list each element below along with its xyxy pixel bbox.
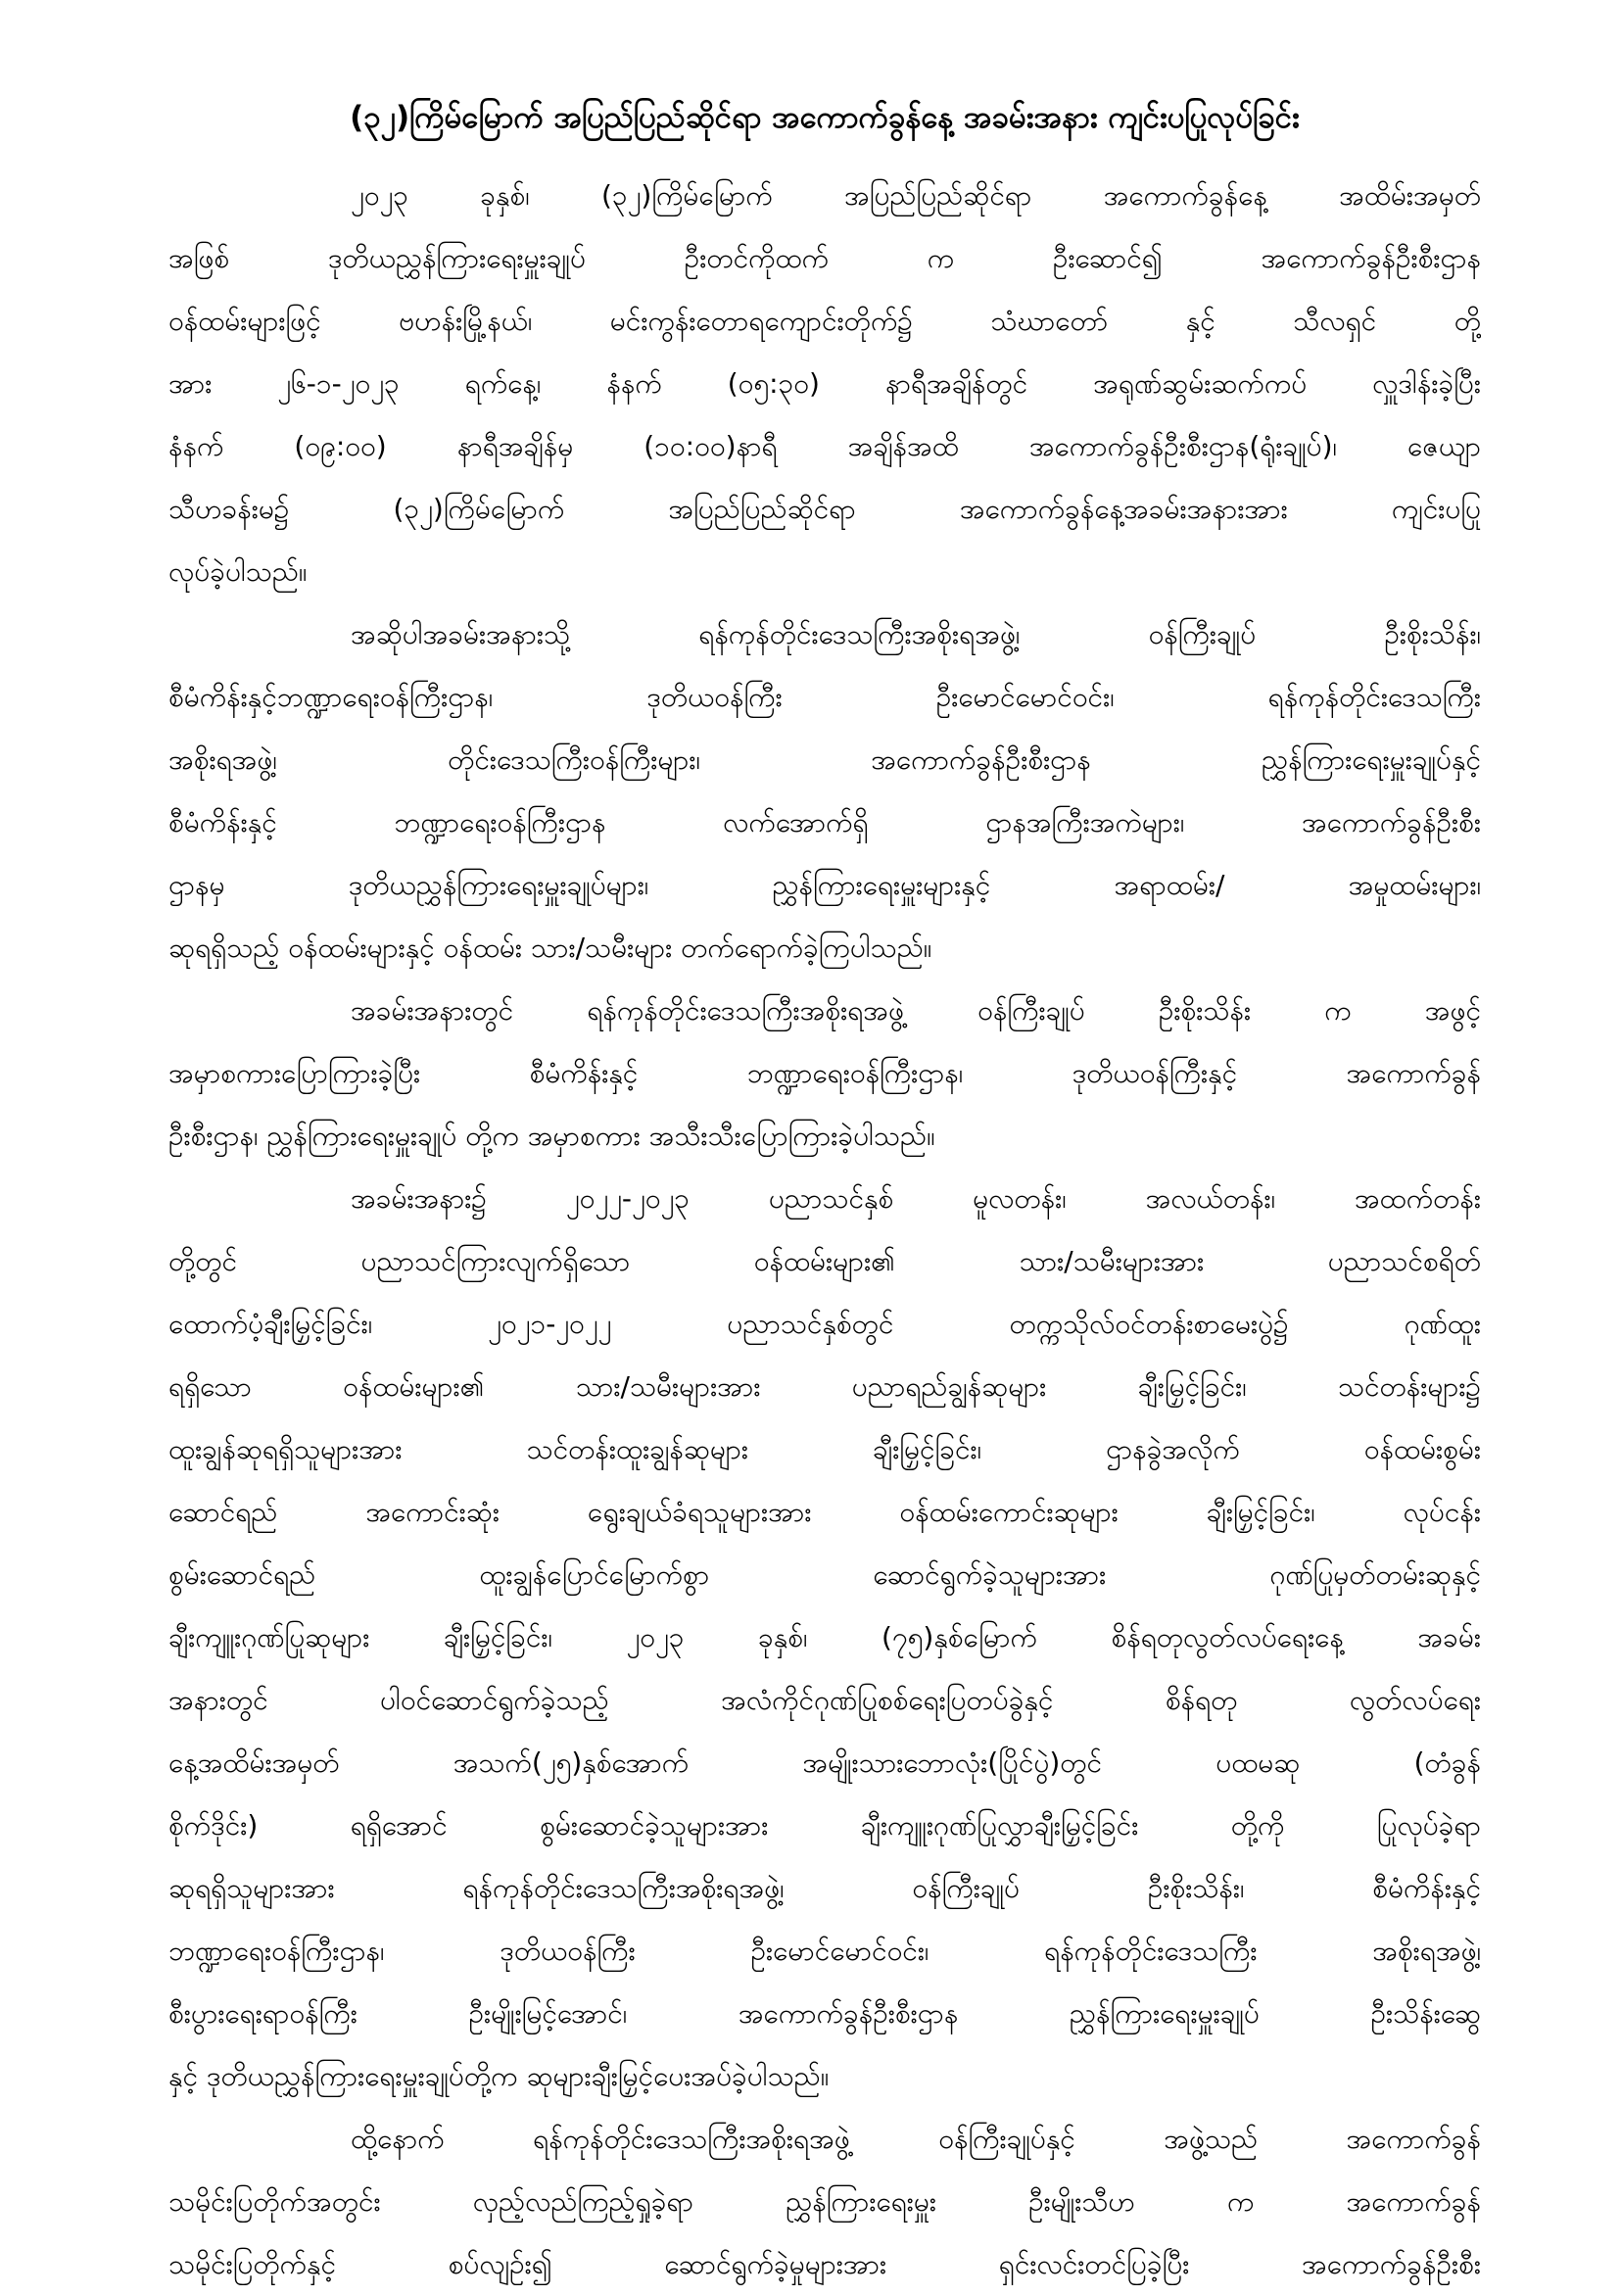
text-line: အဆိုပါအခမ်းအနားသို့ ရန်ကုန်တိုင်းဒေသကြီးအစိုးရအဖွဲ့၊ ဝန်ကြီးချုပ် ဦးစိုးသိန်း၊ xyxy=(351,618,1481,650)
text-line: နံနက် (၀၉:၀၀) နာရီအချိန်မှ (၁၀:၀၀)နာရီ အချိန်အထိ အကောက်ခွန်ဦးစီးဌာန(ရုံးချုပ်)၊ ဇေယျာ xyxy=(168,430,1481,462)
text-line: စွမ်းဆောင်ရည် ထူးချွန်ပြောင်မြောက်စွာ ဆောင်ရွက်ခဲ့သူများအား ဂုဏ်ပြုမှတ်တမ်းဆုနှင့် xyxy=(168,1558,1481,1591)
text-line: ဦးစီးဌာန၊ ညွှန်ကြားရေးမှူးချုပ် တို့က အမှာစကား အသီးသီးပြောကြားခဲ့ပါသည်။ xyxy=(168,1120,935,1152)
text-line: အခမ်းအနားတွင် ရန်ကုန်တိုင်းဒေသကြီးအစိုးရအဖွဲ့ ဝန်ကြီးချုပ် ဦးစိုးသိန်း က အဖွင့် xyxy=(351,994,1481,1027)
text-line: ရရှိသော ဝန်ထမ်းများ၏ သား/သမီးများအား ပညာရည်ချွန်ဆုများ ချီးမြှင့်ခြင်း၊ သင်တန်းများ၌ xyxy=(168,1370,1481,1403)
text-line: အား ၂၆-၁-၂၀၂၃ ရက်နေ့၊ နံနက် (၀၅:၃၀) နာရီအချိန်တွင် အရုဏ်ဆွမ်းဆက်ကပ် လှူဒါန်းခဲ့ပြီး xyxy=(168,367,1481,400)
document-title: (၃၂)ကြိမ်မြောက် အပြည်ပြည်ဆိုင်ရာ အကောက်ခွန်နေ့ အခမ်းအနား ကျင်းပပြုလုပ်ခြင်း xyxy=(350,100,1300,135)
text-line: ဆုရရှိသည့် ဝန်ထမ်းများနှင့် ဝန်ထမ်း သား/သမီးများ တက်ရောက်ခဲ့ကြပါသည်။ xyxy=(168,932,932,964)
text-line: သမိုင်းပြတိုက်အတွင်း လှည့်လည်ကြည့်ရှုခဲ့ရာ ညွှန်ကြားရေးမှူး ဦးမျိုးသီဟ က အကောက်ခွန် xyxy=(168,2185,1481,2218)
text-line: ဆုရရှိသူများအား ရန်ကုန်တိုင်းဒေသကြီးအစိုးရအဖွဲ့၊ ဝန်ကြီးချုပ် ဦးစိုးသိန်း၊ စီမံကိန်းနှင့် xyxy=(168,1872,1481,1904)
text-line: လုပ်ခဲ့ပါသည်။ xyxy=(168,555,308,588)
text-line: ၂၀၂၃ ခုနှစ်၊ (၃၂)ကြိမ်မြောက် အပြည်ပြည်ဆိုင်ရာ အကောက်ခွန်နေ့ အထိမ်းအမှတ် xyxy=(351,179,1481,212)
text-line: တို့တွင် ပညာသင်ကြားလျက်ရှိသော ဝန်ထမ်းများ၏ သား/သမီးများအား ပညာသင်စရိတ် xyxy=(168,1245,1481,1277)
text-line: ထူးချွန်ဆုရရှိသူများအား သင်တန်းထူးချွန်ဆုများ ချီးမြှင့်ခြင်း၊ ဌာနခွဲအလိုက် ဝန်ထမ်းစွမ်း xyxy=(168,1433,1481,1465)
text-line: နှင့် ဒုတိယညွှန်ကြားရေးမှူးချုပ်တို့က ဆုများချီးမြှင့်ပေးအပ်ခဲ့ပါသည်။ xyxy=(168,2060,830,2092)
text-line: စိုက်ဒိုင်း) ရရှိအောင် စွမ်းဆောင်ခဲ့သူများအား ချီးကျူးဂုဏ်ပြုလွှာချီးမြှင့်ခြင်း တို့ကို ပြုလုပ်ခဲ့ရာ xyxy=(168,1809,1481,1842)
text-line: ထို့နောက် ရန်ကုန်တိုင်းဒေသကြီးအစိုးရအဖွဲ့ ဝန်ကြီးချုပ်နှင့် အဖွဲ့သည် အကောက်ခွန် xyxy=(351,2123,1481,2155)
text-line: ဝန်ထမ်းများဖြင့် ဗဟန်းမြို့နယ်၊ မင်းကွန်းတောရကျောင်းတိုက်၌ သံဃာတော် နှင့် သီလရှင် တို့ xyxy=(168,305,1481,337)
text-line: အဖြစ် ဒုတိယညွှန်ကြားရေးမှူးချုပ် ဦးတင်ကိုထက် က ဦးဆောင်၍ အကောက်ခွန်ဦးစီးဌာန xyxy=(168,242,1481,274)
text-line: သီဟခန်းမ၌ (၃၂)ကြိမ်မြောက် အပြည်ပြည်ဆိုင်ရာ အကောက်ခွန်နေ့အခမ်းအနားအား ကျင်းပပြု xyxy=(168,493,1481,525)
text-line: အမှာစကားပြောကြားခဲ့ပြီး စီမံကိန်းနှင့် ဘဏ္ဍာရေးဝန်ကြီးဌာန၊ ဒုတိယဝန်ကြီးနှင့် အကောက်ခွန် xyxy=(168,1057,1481,1089)
paragraph xyxy=(168,1168,1481,2108)
text-line: အစိုးရအဖွဲ့၊ တိုင်းဒေသကြီးဝန်ကြီးများ၊ အကောက်ခွန်ဦးစီးဌာန ညွှန်ကြားရေးမှူးချုပ်နှင့် xyxy=(168,743,1481,776)
text-line: အနားတွင် ပါဝင်ဆောင်ရွက်ခဲ့သည့် အလံကိုင်ဂုဏ်ပြုစစ်ရေးပြတပ်ခွဲနှင့် စိန်ရတု လွတ်လပ်ရေး xyxy=(168,1684,1481,1716)
text-line: ဆောင်ရည် အကောင်းဆုံး ရွေးချယ်ခံရသူများအား ဝန်ထမ်းကောင်းဆုများ ချီးမြှင့်ခြင်း၊ လုပ်ငန်း xyxy=(168,1496,1481,1528)
text-line: ထောက်ပံ့ချီးမြှင့်ခြင်း၊ ၂၀၂၁-၂၀၂၂ ပညာသင်နှစ်တွင် တက္ကသိုလ်ဝင်တန်းစာမေးပွဲ၌ ဂုဏ်ထူး xyxy=(168,1308,1481,1340)
text-line: စီမံကိန်းနှင့်ဘဏ္ဍာရေးဝန်ကြီးဌာန၊ ဒုတိယဝန်ကြီး ဦးမောင်မောင်ဝင်း၊ ရန်ကုန်တိုင်းဒေသကြီး xyxy=(168,681,1481,713)
text-line: အခမ်းအနား၌ ၂၀၂၂-၂၀၂၃ ပညာသင်နှစ် မူလတန်း၊ အလယ်တန်း၊ အထက်တန်း xyxy=(351,1182,1481,1215)
text-line: နေ့အထိမ်းအမှတ် အသက်(၂၅)နှစ်အောက် အမျိုးသားဘောလုံး(ပြိုင်ပွဲ)တွင် ပထမဆု (တံခွန် xyxy=(168,1746,1481,1779)
text-line: ချီးကျူးဂုဏ်ပြုဆုများ ချီးမြှင့်ခြင်း၊ ၂၀၂၃ ခုနှစ်၊ (၇၅)နှစ်မြောက် စိန်ရတုလွတ်လပ်ရေးနေ့ အခမ်း xyxy=(168,1621,1481,1653)
text-line: စီမံကိန်းနှင့် ဘဏ္ဍာရေးဝန်ကြီးဌာန လက်အောက်ရှိ ဌာနအကြီးအကဲများ၊ အကောက်ခွန်ဦးစီး xyxy=(168,806,1481,838)
paragraph xyxy=(168,2108,1481,2296)
paragraph xyxy=(168,603,1481,980)
text-line: သမိုင်းပြတိုက်နှင့် စပ်လျဉ်း၍ ဆောင်ရွက်ခဲ့မှုများအား ရှင်းလင်းတင်ပြခဲ့ပြီး အကောက်ခွန်ဦးစီး xyxy=(168,2248,1481,2280)
paragraph xyxy=(168,165,1481,603)
text-line: စီးပွားရေးရာဝန်ကြီး ဦးမျိုးမြင့်အောင်၊ အကောက်ခွန်ဦးစီးဌာန ညွှန်ကြားရေးမှူးချုပ် ဦးသိန်းဆွေ xyxy=(168,1997,1481,2030)
document-body xyxy=(168,165,1481,2296)
text-line: ဘဏ္ဍာရေးဝန်ကြီးဌာန၊ ဒုတိယဝန်ကြီး ဦးမောင်မောင်ဝင်း၊ ရန်ကုန်တိုင်းဒေသကြီး အစိုးရအဖွဲ့၊ xyxy=(168,1935,1481,1967)
paragraph xyxy=(168,980,1481,1168)
text-line: ဌာနမှ ဒုတိယညွှန်ကြားရေးမှူးချုပ်များ၊ ညွှန်ကြားရေးမှူးများနှင့် အရာထမ်း/ အမှုထမ်းများ၊ xyxy=(168,869,1481,901)
